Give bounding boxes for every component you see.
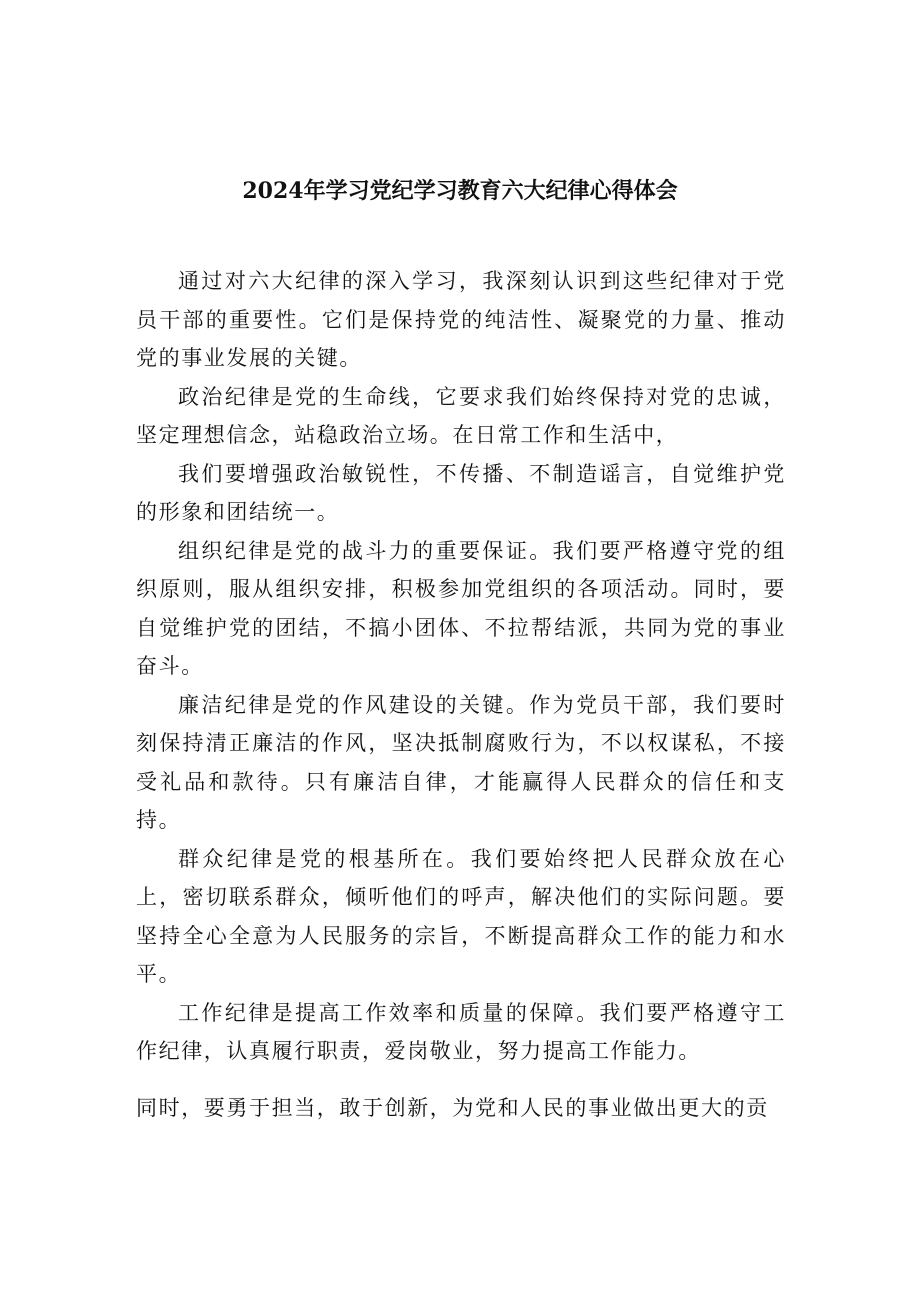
paragraph-political-discipline-continued: 我们要增强政治敏锐性，不传播、不制造谣言，自觉维护党的形象和团结统一。 xyxy=(136,461,786,524)
paragraph-integrity-discipline: 廉洁纪律是党的作风建设的关键。作为党员干部，我们要时刻保持清正廉洁的作风，坚决抵制腐败行为，不以权谋私，不接受礼品和款待。只有廉洁自律，才能赢得人民群众的信任和支持。 xyxy=(136,692,786,832)
paragraph-mass-discipline: 群众纪律是党的根基所在。我们要始终把人民群众放在心上，密切联系群众，倾听他们的呼声，解决他们的实际问题。要坚持全心全意为人民服务的宗旨，不断提高群众工作的能力和水平。 xyxy=(136,846,786,986)
paragraph-organizational-discipline: 组织纪律是党的战斗力的重要保证。我们要严格遵守党的组织原则，服从组织安排，积极参加党组织的各项活动。同时，要自觉维护党的团结，不搞小团体、不拉帮结派，共同为党的事业奋斗。 xyxy=(136,538,786,678)
paragraph-political-discipline: 政治纪律是党的生命线，它要求我们始终保持对党的忠诚，坚定理想信念，站稳政治立场。在日常工作和生活中， xyxy=(136,384,786,447)
paragraph-work-discipline: 工作纪律是提高工作效率和质量的保障。我们要严格遵守工作纪律，认真履行职责，爱岗敬业，努力提高工作能力。 xyxy=(136,1000,786,1063)
document-title: 2024年学习党纪学习教育六大纪律心得体会 xyxy=(242,178,678,204)
paragraph-closing: 同时，要勇于担当，敢于创新，为党和人民的事业做出更大的贡 xyxy=(136,1095,769,1120)
document-body xyxy=(136,262,786,1127)
paragraph-intro: 通过对六大纪律的深入学习，我深刻认识到这些纪律对于党员干部的重要性。它们是保持党的纯洁性、凝聚党的力量、推动党的事业发展的关键。 xyxy=(136,269,786,370)
